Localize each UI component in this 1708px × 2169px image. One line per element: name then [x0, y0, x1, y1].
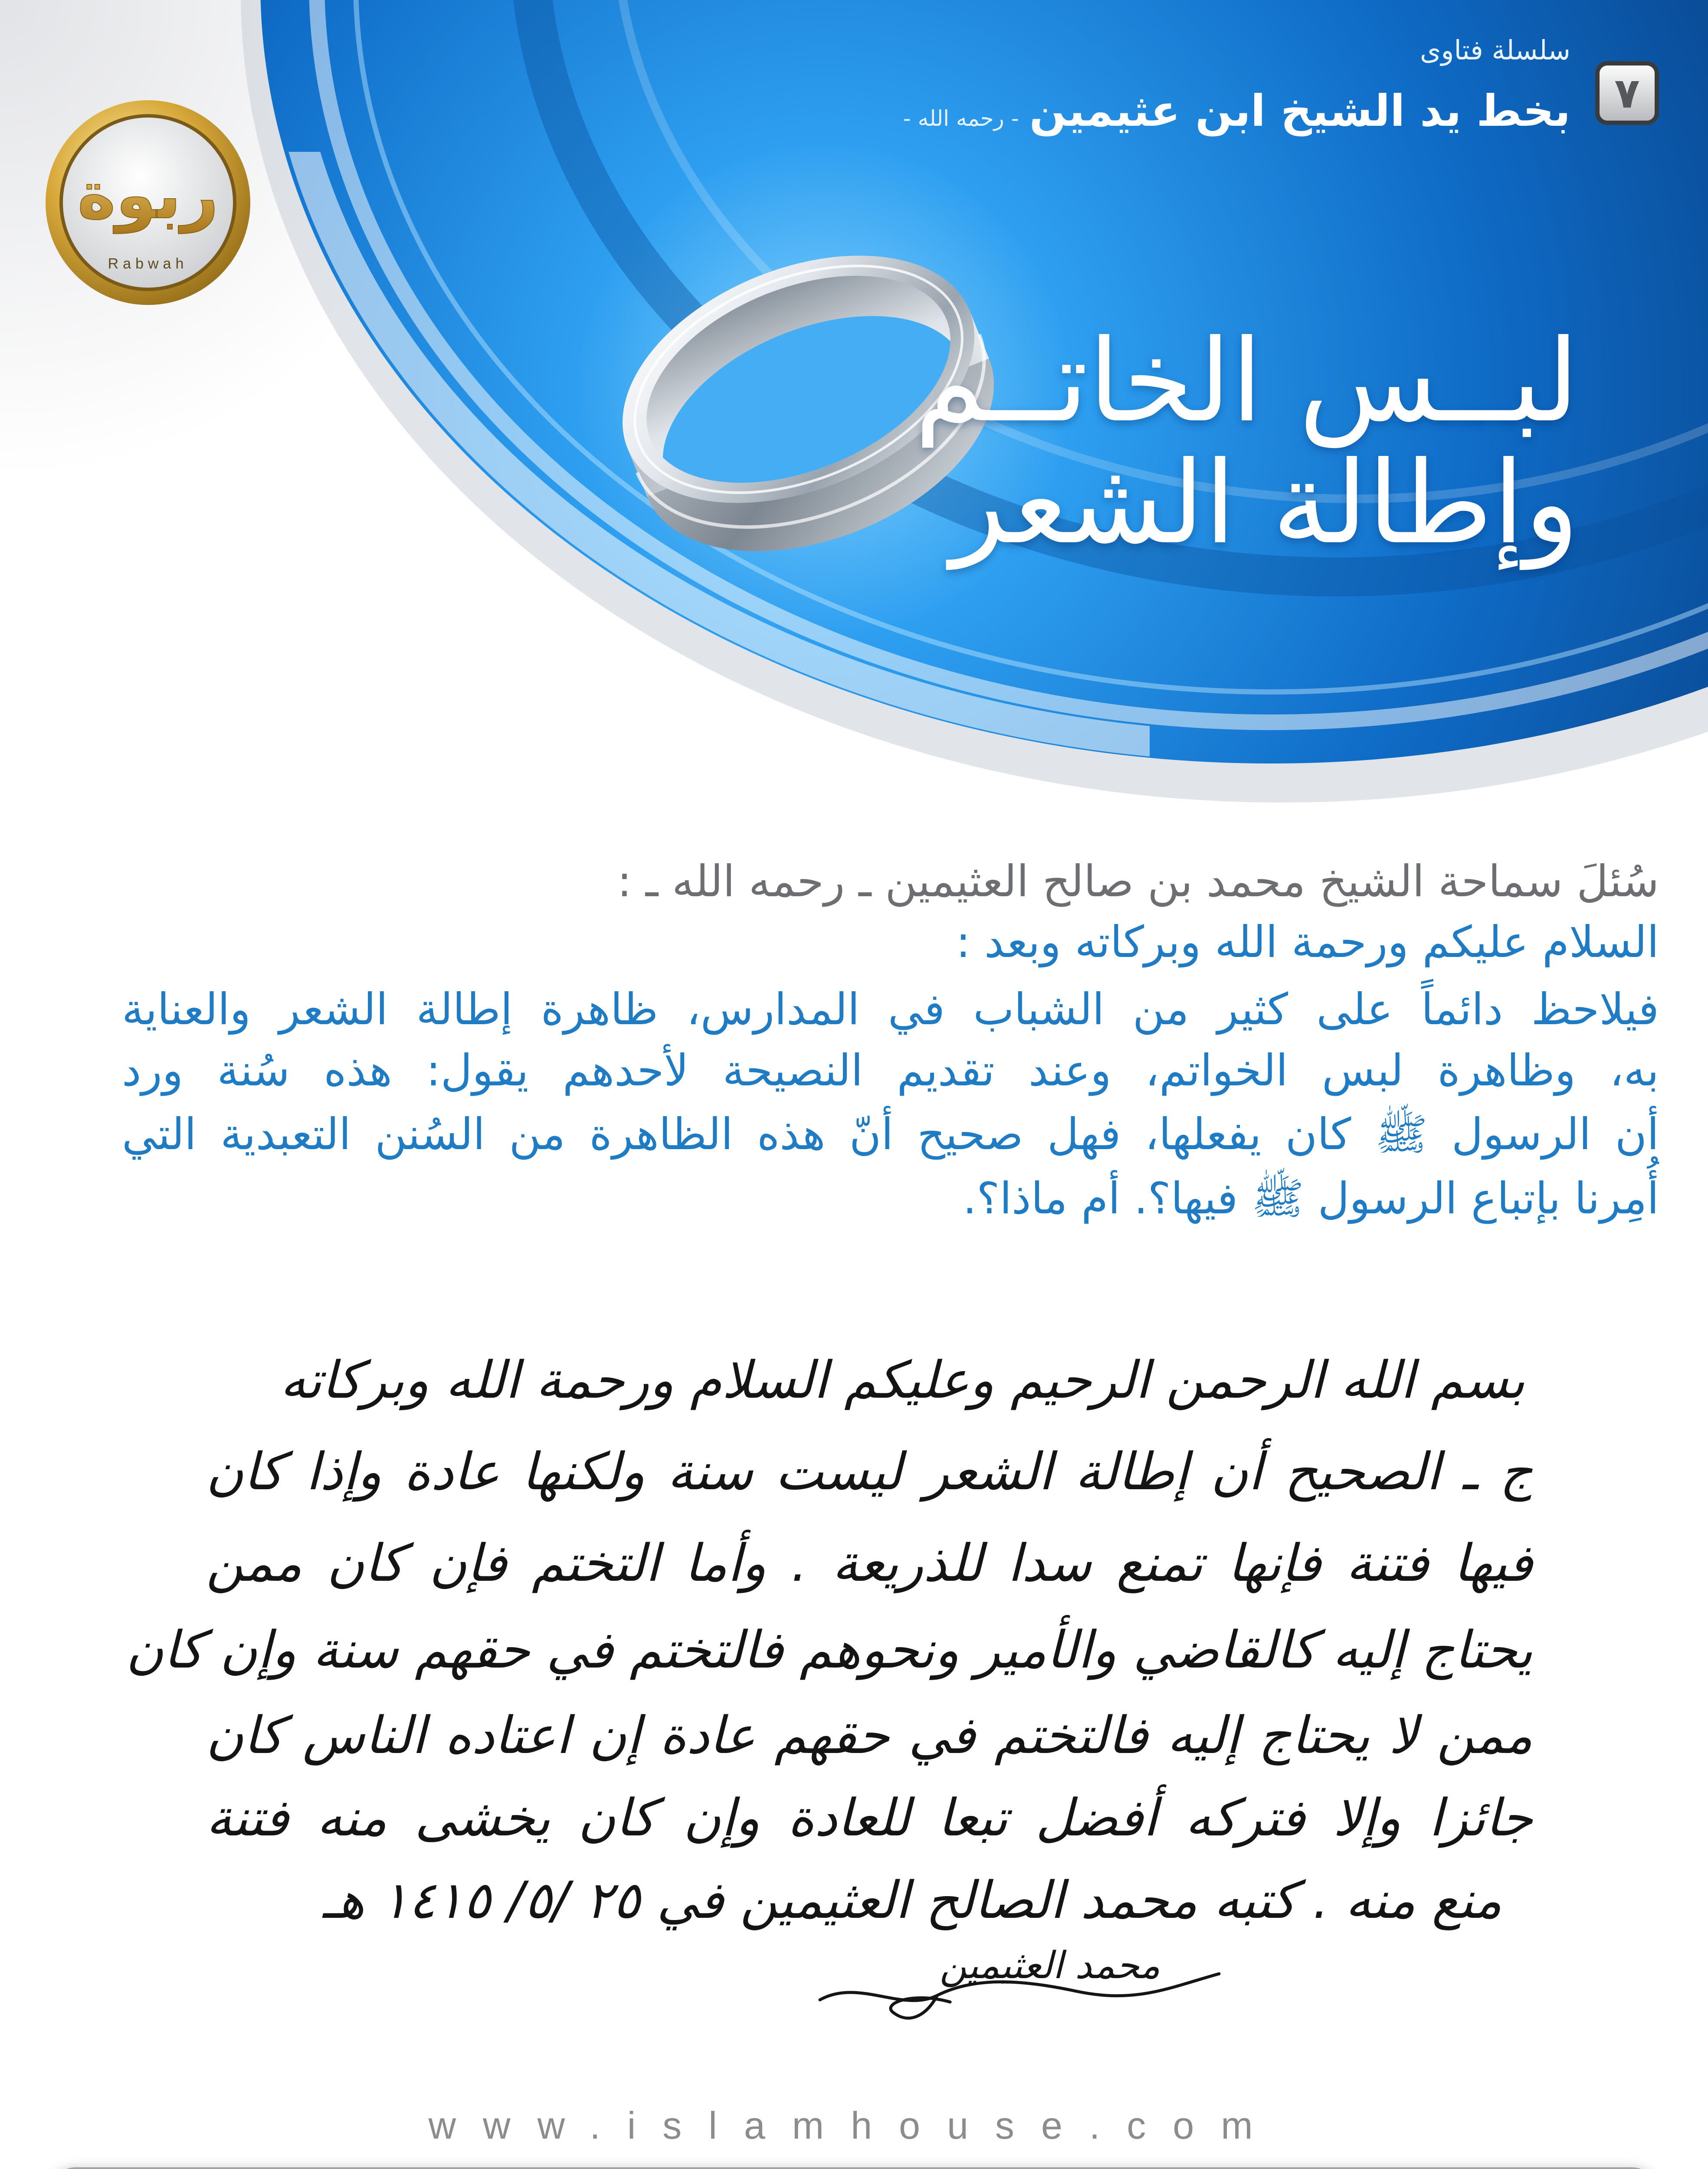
- logo-latin-text: Rabwah: [108, 256, 188, 272]
- answer-line: ج ـ الصحيح أن إطالة الشعر ليست سنة ولكنها عادة وإذا كان: [206, 1442, 1533, 1501]
- signature: [807, 1926, 1232, 2039]
- question-line: أُمِرنا بإتباع الرسول ﷺ فيها؟. أم ماذا؟.: [963, 1173, 1659, 1224]
- title-line-2: وإطالة الشعر: [951, 437, 1579, 569]
- subtitle-note: - رحمه الله -: [903, 106, 1019, 131]
- answer-line: فيها فتنة فإنها تمنع سدا للذريعة . وأما التختم فإن كان ممن: [206, 1533, 1533, 1593]
- website-url: www.islamhouse.com: [428, 2104, 1280, 2147]
- signature-text: محمد العثيمين: [939, 1944, 1161, 1987]
- series-number-badge: ٧: [1595, 61, 1659, 125]
- rabwah-logo: [44, 98, 252, 307]
- title-line-1: لبــس الخاتــم: [914, 315, 1579, 447]
- question-intro: سُئلَ سماحة الشيخ محمد بن صالح العثيمين ـ رحمه الله ـ :: [617, 856, 1659, 907]
- subtitle-main: بخط يد الشيخ ابن عثيمين: [1029, 85, 1570, 136]
- series-subtitle: [903, 81, 1570, 141]
- answer-line: ممن لا يحتاج إليه فالتختم في حقهم عادة إن اعتاده الناس كان: [206, 1705, 1533, 1765]
- question-greeting: السلام عليكم ورحمة الله وبركاته وبعد :: [956, 917, 1659, 967]
- question-line: أن الرسول ﷺ كان يفعلها، فهل صحيح أنّ هذه الظاهرة من السُنن التعبدية التي: [122, 1109, 1659, 1160]
- logo-arabic-text: ربوة: [77, 158, 219, 233]
- footer-panel: [46, 2165, 1662, 2169]
- answer-line: منع منه . كتبه محمد الصالح العثيمين في ٢٥ /٥/ ١٤١٥ هـ: [322, 1870, 1502, 1930]
- answer-line: يحتاج إليه كالقاضي والأمير ونحوهم فالتختم في حقهم سنة وإن كان: [126, 1620, 1533, 1680]
- question-line: به، وظاهرة لبس الخواتم، وعند تقديم النصيحة لأحدهم يقول: هذه سُنة ورد: [122, 1045, 1659, 1096]
- answer-line: جائزا وإلا فتركه أفضل تبعا للعادة وإن كان يخشى منه فتنة: [206, 1788, 1533, 1848]
- series-label: سلسلة فتاوى: [1420, 34, 1570, 66]
- question-line: فيلاحظ دائماً على كثير من الشباب في المدارس، ظاهرة إطالة الشعر والعناية: [122, 984, 1659, 1035]
- answer-line: بسم الله الرحمن الرحيم وعليكم السلام ورحمة الله وبركاته: [280, 1350, 1525, 1410]
